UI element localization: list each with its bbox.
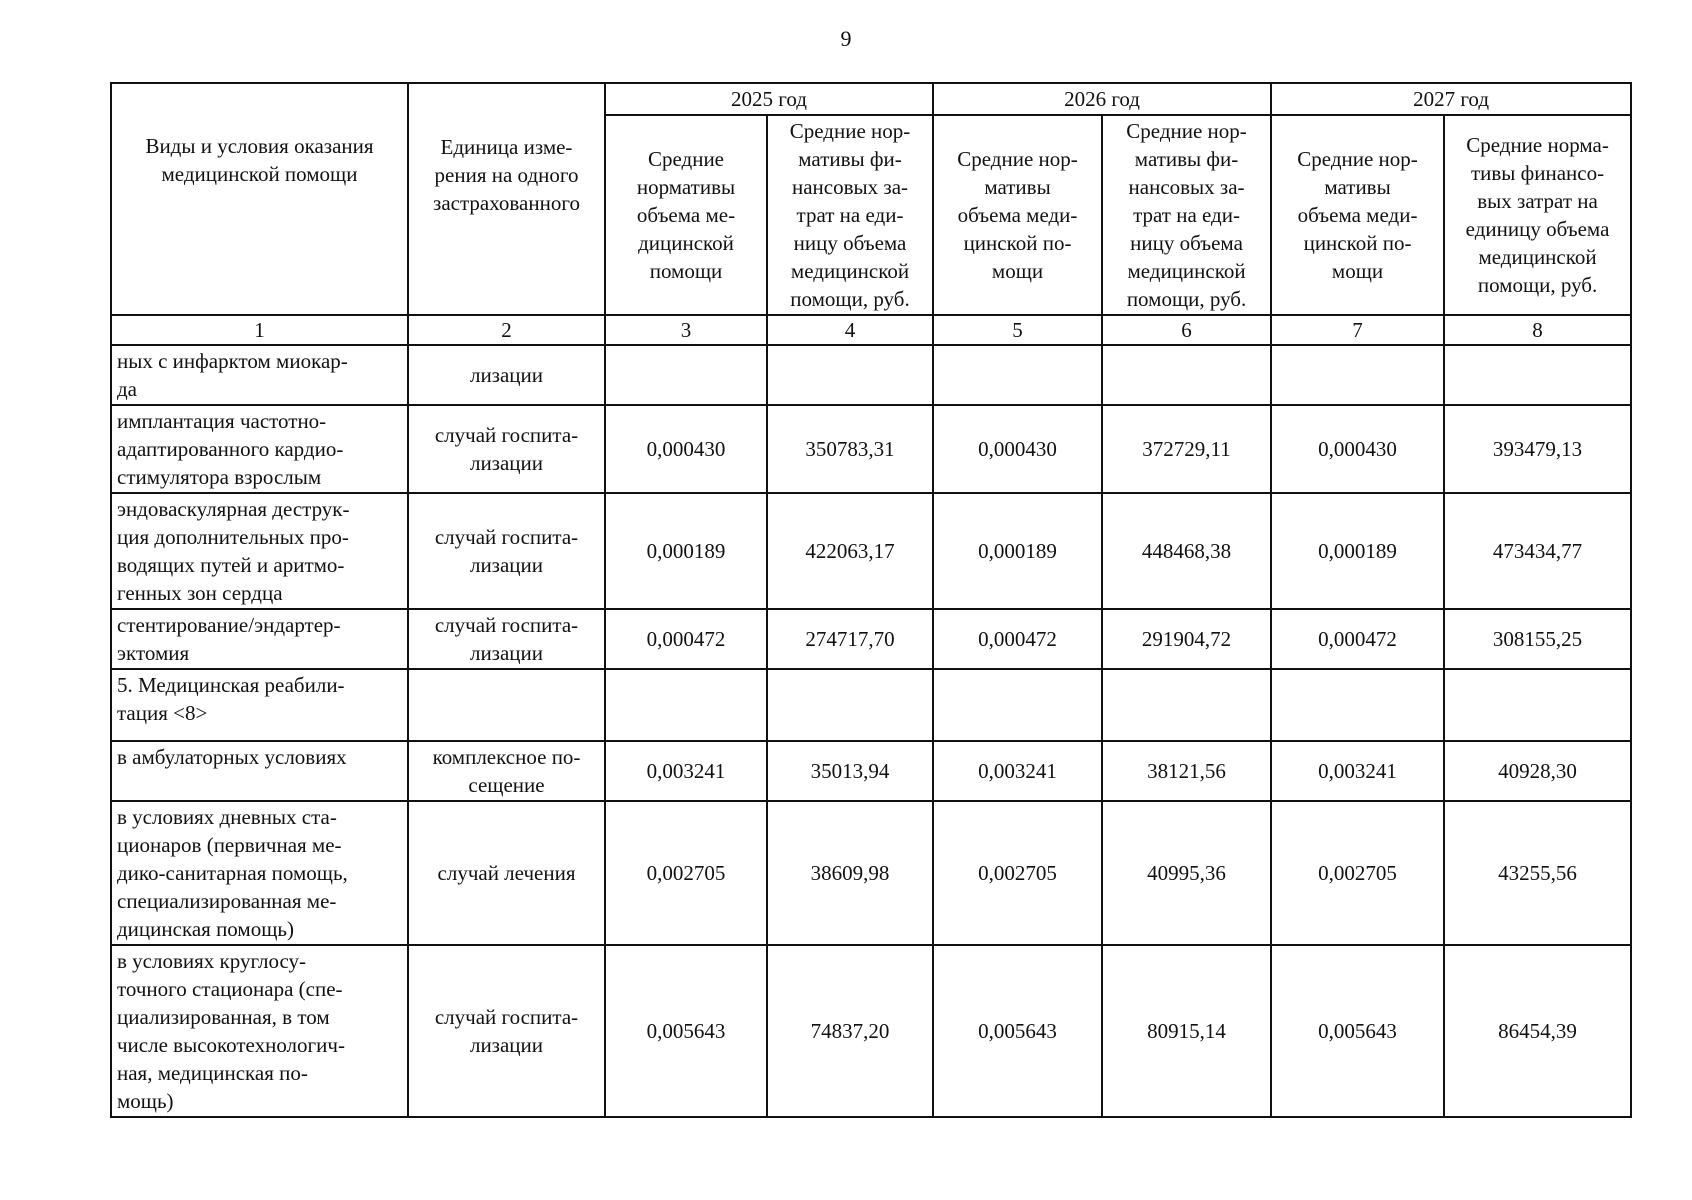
row-volume-2026-cell xyxy=(933,669,1102,741)
row-volume-2027-cell: 0,000472 xyxy=(1271,609,1444,669)
row-volume-2025-cell xyxy=(605,669,767,741)
table-row xyxy=(111,945,1631,1117)
column-number: 6 xyxy=(1102,315,1271,345)
row-cost-2027-cell: 393479,13 xyxy=(1444,405,1631,493)
row-volume-2025-cell: 0,002705 xyxy=(605,801,767,945)
row-volume-2025-cell: 0,003241 xyxy=(605,741,767,801)
header-2026-volume: Средние нор- мативы объема меди- цинской по- мощи xyxy=(933,115,1102,315)
table-row xyxy=(111,345,1631,405)
row-volume-2027-cell: 0,002705 xyxy=(1271,801,1444,945)
row-volume-2025-cell: 0,005643 xyxy=(605,945,767,1117)
row-volume-2026-cell xyxy=(933,345,1102,405)
row-volume-2027-cell: 0,005643 xyxy=(1271,945,1444,1117)
normatives-table xyxy=(110,82,1632,1118)
row-unit-cell: лизации xyxy=(408,345,605,405)
row-unit-cell: случай госпита- лизации xyxy=(408,493,605,609)
header-2025-cost: Средние нор- мативы фи- нансовых за- трат на еди- ницу объема медицинской помощи, руб. xyxy=(767,115,933,315)
row-cost-2025-cell: 35013,94 xyxy=(767,741,933,801)
page-number: 9 xyxy=(840,26,852,51)
table-row xyxy=(111,493,1631,609)
row-type-cell: 5. Медицинская реабили- тация <8> xyxy=(111,669,408,741)
row-unit-cell xyxy=(408,669,605,741)
row-type-cell: эндоваскулярная деструк- ция дополнительных про- водящих путей и аритмо- генных зон сердца xyxy=(111,493,408,609)
row-volume-2027-cell: 0,000189 xyxy=(1271,493,1444,609)
row-cost-2025-cell: 274717,70 xyxy=(767,609,933,669)
row-cost-2027-cell: 43255,56 xyxy=(1444,801,1631,945)
row-cost-2026-cell xyxy=(1102,345,1271,405)
column-number: 4 xyxy=(767,315,933,345)
row-volume-2025-cell: 0,000189 xyxy=(605,493,767,609)
row-cost-2026-cell: 291904,72 xyxy=(1102,609,1271,669)
table-row xyxy=(111,741,1631,801)
row-cost-2027-cell xyxy=(1444,345,1631,405)
row-type-cell: в условиях круглосу- точного стационара (спе- циализированная, в том числе высокотехнологич- ная, медицинская по- мощь) xyxy=(111,945,408,1117)
header-row-years xyxy=(111,83,1631,115)
row-cost-2026-cell: 448468,38 xyxy=(1102,493,1271,609)
row-volume-2025-cell xyxy=(605,345,767,405)
column-number: 3 xyxy=(605,315,767,345)
row-cost-2027-cell: 86454,39 xyxy=(1444,945,1631,1117)
header-2026-cost: Средние нор- мативы фи- нансовых за- трат на еди- ницу объема медицинской помощи, руб. xyxy=(1102,115,1271,315)
column-number: 8 xyxy=(1444,315,1631,345)
row-cost-2027-cell: 40928,30 xyxy=(1444,741,1631,801)
row-unit-cell: случай госпита- лизации xyxy=(408,945,605,1117)
row-cost-2026-cell xyxy=(1102,669,1271,741)
column-number: 2 xyxy=(408,315,605,345)
column-number: 7 xyxy=(1271,315,1444,345)
row-volume-2026-cell: 0,000472 xyxy=(933,609,1102,669)
row-cost-2026-cell: 40995,36 xyxy=(1102,801,1271,945)
row-cost-2025-cell xyxy=(767,345,933,405)
column-numbers-row xyxy=(111,315,1631,345)
table-row xyxy=(111,801,1631,945)
row-volume-2026-cell: 0,000189 xyxy=(933,493,1102,609)
row-volume-2026-cell: 0,003241 xyxy=(933,741,1102,801)
row-cost-2027-cell xyxy=(1444,669,1631,741)
header-unit: Единица изме- рения на одного застрахованного xyxy=(408,83,605,315)
row-cost-2027-cell: 308155,25 xyxy=(1444,609,1631,669)
row-cost-2025-cell: 350783,31 xyxy=(767,405,933,493)
row-cost-2025-cell: 74837,20 xyxy=(767,945,933,1117)
header-types-conditions: Виды и условия оказания медицинской помощи xyxy=(111,83,408,315)
row-cost-2026-cell: 372729,11 xyxy=(1102,405,1271,493)
row-volume-2025-cell: 0,000430 xyxy=(605,405,767,493)
row-unit-cell: комплексное по- сещение xyxy=(408,741,605,801)
row-volume-2026-cell: 0,000430 xyxy=(933,405,1102,493)
row-cost-2025-cell: 38609,98 xyxy=(767,801,933,945)
row-volume-2027-cell xyxy=(1271,345,1444,405)
column-number: 1 xyxy=(111,315,408,345)
row-unit-cell: случай лечения xyxy=(408,801,605,945)
row-volume-2027-cell: 0,000430 xyxy=(1271,405,1444,493)
table-row xyxy=(111,669,1631,741)
row-volume-2027-cell: 0,003241 xyxy=(1271,741,1444,801)
header-2025-volume: Средние нормативы объема ме- дицинской помощи xyxy=(605,115,767,315)
table-row xyxy=(111,609,1631,669)
row-type-cell: стентирование/эндартер- эктомия xyxy=(111,609,408,669)
row-volume-2027-cell xyxy=(1271,669,1444,741)
header-2027-cost: Средние норма- тивы финансо- вых затрат на единицу объема медицинской помощи, руб. xyxy=(1444,115,1631,315)
row-unit-cell: случай госпита- лизации xyxy=(408,405,605,493)
row-type-cell: ных с инфарктом миокар- да xyxy=(111,345,408,405)
row-type-cell: в амбулаторных условиях xyxy=(111,741,408,801)
row-volume-2026-cell: 0,002705 xyxy=(933,801,1102,945)
row-cost-2026-cell: 38121,56 xyxy=(1102,741,1271,801)
header-year-2026: 2026 год xyxy=(933,83,1271,115)
row-cost-2025-cell: 422063,17 xyxy=(767,493,933,609)
row-cost-2025-cell xyxy=(767,669,933,741)
header-year-2027: 2027 год xyxy=(1271,83,1631,115)
row-cost-2026-cell: 80915,14 xyxy=(1102,945,1271,1117)
row-type-cell: имплантация частотно- адаптированного кардио- стимулятора взрослым xyxy=(111,405,408,493)
table-row xyxy=(111,405,1631,493)
column-number: 5 xyxy=(933,315,1102,345)
header-year-2025: 2025 год xyxy=(605,83,933,115)
row-cost-2027-cell: 473434,77 xyxy=(1444,493,1631,609)
row-volume-2025-cell: 0,000472 xyxy=(605,609,767,669)
header-2027-volume: Средние нор- мативы объема меди- цинской по- мощи xyxy=(1271,115,1444,315)
row-volume-2026-cell: 0,005643 xyxy=(933,945,1102,1117)
row-unit-cell: случай госпита- лизации xyxy=(408,609,605,669)
row-type-cell: в условиях дневных ста- ционаров (первичная ме- дико-санитарная помощь, специализированная ме- дицинская помощь) xyxy=(111,801,408,945)
table-body xyxy=(111,345,1631,1117)
